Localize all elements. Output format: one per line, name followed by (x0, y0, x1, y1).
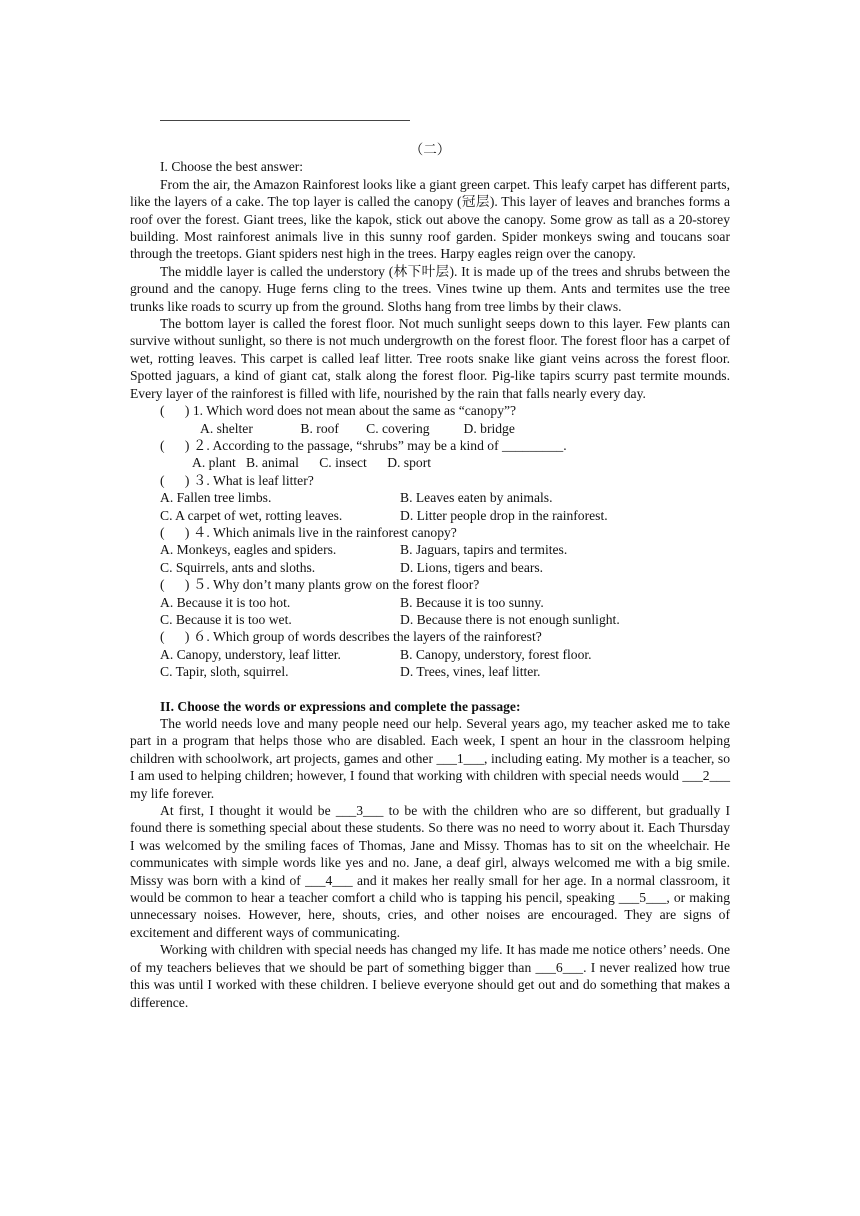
option: B. Leaves eaten by animals. (400, 490, 553, 506)
passage2-paragraph: Working with children with special needs has changed my life. It has made me notice others’ needs. One of my teachers believes that we should be part of something bigger than ___6___. I never realized how true this was until I worked with these children. I believe everyone should get out and do something that makes a difference. (130, 942, 730, 1010)
passage1-paragraph: From the air, the Amazon Rainforest looks like a giant green carpet. This leafy carpet has different parts, like the layers of a cake. The top layer is called the canopy (冠层). This layer of leaves and branches forms a roof over the forest. Giant trees, like the kapok, stick out above the canopy. Some grow as tall as a 20-storey building. Most rainforest animals live in this sunny roof garden. Spider monkeys swing and toucans soar through the treetops. Giant spiders nest high in the trees. Harpy eagles reign over the canopy. (130, 176, 730, 262)
question-5-options-row (130, 611, 730, 628)
option: B. Because it is too sunny. (400, 594, 544, 610)
option: C. Because it is too wet. (160, 611, 292, 627)
header-rule (160, 120, 410, 121)
question-6-options-row (130, 646, 730, 663)
question-4-options-row (130, 541, 730, 558)
option: A. Canopy, understory, leaf litter. (160, 646, 341, 662)
question-3-options-row (130, 507, 730, 524)
question-5-options-row (130, 594, 730, 611)
option: D. Litter people drop in the rainforest. (400, 507, 608, 523)
option: C. Squirrels, ants and sloths. (160, 559, 316, 575)
question-3: ( ) ３. What is leaf litter? (160, 472, 314, 488)
question-4: ( ) ４. Which animals live in the rainforest canopy? (160, 524, 457, 540)
question-4-options-row (130, 559, 730, 576)
question-5: ( ) ５. Why don’t many plants grow on the forest floor? (160, 577, 480, 593)
question-1: ( ) 1. Which word does not mean about the same as “canopy”? (160, 403, 517, 419)
spacer (130, 681, 730, 698)
option: D. Because there is not enough sunlight. (400, 611, 620, 627)
passage1-paragraph: The bottom layer is called the forest floor. Not much sunlight seeps down to this layer. Few plants can survive without sunlight, so there is not much undergrowth on the forest floor. The forest floor has a carpet of wet, rotting leaves. This carpet is called leaf litter. Tree roots snake like giant veins across the forest floor. Spotted jaguars, a kind of giant cat, stalk along the forest floor. Pig-like tapirs scurry past termite mounds. Every layer of the rainforest is filled with life, nourished by the rain that falls nearly every day. (130, 316, 730, 401)
passage2-paragraph: At first, I thought it would be ___3___ to be with the children who are so different, but gradually I found there is something special about these students. So there was no need to worry about it. Each Thursday I was welcomed by the smiling faces of Thomas, Jane and Missy. Thomas has to sit on the wheelchair. He communicates with simple words like yes and no. Jane, a deaf girl, always welcomed me with a big smile. Missy was born with a kind of ___4___ and it makes her really small for her age. In a normal classroom, it would be common to hear a teacher comfort a child who is tapping his pencil, speaking ___5___, or making unnecessary noises. However, here, shouts, cries, and other noises are encouraged. They are signs of excitement and different ways of communicating. (130, 803, 730, 940)
content (130, 141, 730, 1011)
question-3-options-row (130, 489, 730, 506)
question-1-options: A. shelter B. roof C. covering D. bridge (200, 420, 515, 436)
part2-heading: II. Choose the words or expressions and complete the passage: (160, 698, 521, 714)
option: B. Canopy, understory, forest floor. (400, 646, 592, 662)
question-6: ( ) ６. Which group of words describes the layers of the rainforest? (160, 629, 542, 645)
section-title: （二） (409, 142, 451, 157)
question-2: ( ) ２. According to the passage, “shrubs” may be a kind of _________. (160, 437, 567, 453)
question-2-options: A. plant B. animal C. insect D. sport (192, 455, 431, 471)
option: C. A carpet of wet, rotting leaves. (160, 507, 343, 523)
option: B. Jaguars, tapirs and termites. (400, 542, 568, 558)
option: A. Because it is too hot. (160, 594, 291, 610)
option: D. Lions, tigers and bears. (400, 559, 544, 575)
passage1-paragraph: The middle layer is called the understory (林下叶层). It is made up of the trees and shrubs between the ground and the canopy. Huge ferns cling to the trees. Vines twine up them. Ants and termites use the tree trunks like roads to scurry up from the ground. Sloths hang from tree limbs by their claws. (130, 263, 730, 314)
option: C. Tapir, sloth, squirrel. (160, 664, 289, 680)
option: D. Trees, vines, leaf litter. (400, 664, 541, 680)
passage2-paragraph: The world needs love and many people need our help. Several years ago, my teacher asked me to take part in a program that helps those who are disabled. Each week, I spent an hour in the classroom helping children with schoolwork, art projects, games and other ___1___, including eating. My mother is a teacher, so I am used to helping children; however, I found that working with children with special needs would ___2___ my life forever. (130, 716, 730, 801)
option: A. Fallen tree limbs. (160, 490, 272, 506)
option: A. Monkeys, eagles and spiders. (160, 542, 337, 558)
question-6-options-row (130, 663, 730, 680)
part1-heading: I. Choose the best answer: (160, 159, 304, 175)
